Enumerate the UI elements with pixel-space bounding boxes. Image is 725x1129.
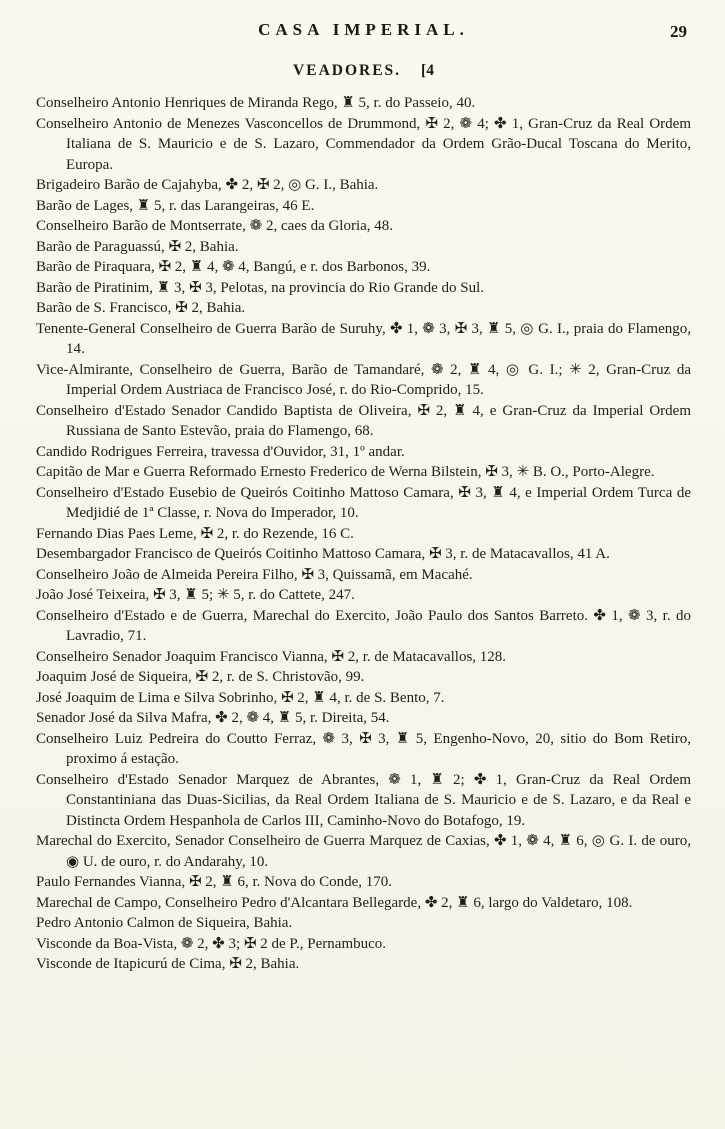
entry: Paulo Fernandes Vianna, ✠ 2, ♜ 6, r. Nova do Conde, 170. xyxy=(36,874,393,890)
entry: Barão de Lages, ♜ 5, r. das Larangeiras, 46 E. xyxy=(36,197,315,214)
page-number: 29 xyxy=(670,22,687,41)
entry: José Joaquim de Lima e Silva Sobrinho, ✠ 2, ♜ 4, r. de S. Bento, 7. xyxy=(36,689,445,706)
entry: Barão de S. Francisco, ✠ 2, Bahia. xyxy=(36,300,246,316)
entry: Tenente-General Conselheiro de Guerra Barão de Suruhy, ✤ 1, ❁ 3, ✠ 3, ♜ 5, ◎ G. I., praia do Flamengo, 14. xyxy=(36,320,691,357)
entry: Brigadeiro Barão de Cajahyba, ✤ 2, ✠ 2, ◎ G. I., Bahia. xyxy=(36,177,379,193)
entry: Barão de Piratinim, ♜ 3, ✠ 3, Pelotas, na provincia do Rio Grande do Sul. xyxy=(36,279,485,296)
entry: Conselheiro d'Estado e de Guerra, Marechal do Exercito, João Paulo dos Santos Barreto. ✤ 1, ❁ 3, r. do Lavradio, 71. xyxy=(36,607,691,644)
entry: Conselheiro Antonio Henriques de Miranda Rego, ♜ 5, r. do Passeio, 40. xyxy=(36,95,476,111)
section-title: VEADORES. xyxy=(293,62,402,79)
running-head xyxy=(36,20,691,46)
entry: Conselheiro Senador Joaquim Francisco Vianna, ✠ 2, r. de Matacavallos, 128. xyxy=(36,648,507,665)
entry: Pedro Antonio Calmon de Siqueira, Bahia. xyxy=(36,915,293,931)
entry: Senador José da Silva Mafra, ✤ 2, ❁ 4, ♜ 5, r. Direita, 54. xyxy=(36,710,390,726)
entry: Conselheiro João de Almeida Pereira Filho, ✠ 3, Quissamã, em Macahé. xyxy=(36,566,473,583)
entry: Conselheiro Luiz Pedreira do Coutto Ferraz, ❁ 3, ✠ 3, ♜ 5, Engenho-Novo, 20, sitio do Bom Retiro, proximo á estação. xyxy=(36,730,691,767)
entry: Conselheiro Antonio de Menezes Vasconcellos de Drummond, ✠ 2, ❁ 4; ✤ 1, Gran-Cruz da Real Ordem Italiana de S. Mauricio e de S. Lazaro, Commendador da Ordem Grão-Ducal Toscana do Merito, Europa. xyxy=(36,115,691,173)
entry: Joaquim José de Siqueira, ✠ 2, r. de S. Christovão, 99. xyxy=(36,669,365,685)
entry: Fernando Dias Paes Leme, ✠ 2, r. do Rezende, 16 C. xyxy=(36,525,354,542)
entry: Desembargador Francisco de Queirós Coitinho Mattoso Camara, ✠ 3, r. de Matacavallos, 41 A. xyxy=(36,546,610,562)
entry: Visconde de Itapicurú de Cima, ✠ 2, Bahia. xyxy=(36,956,300,972)
entry: Marechal do Exercito, Senador Conselheiro de Guerra Marquez de Caxias, ✤ 1, ❁ 4, ♜ 6, ◎ G. I. de ouro, ◉ U. de ouro, r. do Andarahy, 10. xyxy=(36,833,691,870)
entry: João José Teixeira, ✠ 3, ♜ 5; ✳ 5, r. do Cattete, 247. xyxy=(36,587,355,603)
running-header-title: CASA IMPERIAL. xyxy=(258,20,469,39)
entry: Barão de Paraguassú, ✠ 2, Bahia. xyxy=(36,238,239,255)
entry: Candido Rodrigues Ferreira, travessa d'Ouvidor, 31, 1º andar. xyxy=(36,443,405,460)
entries-list xyxy=(36,93,691,975)
entry: Capitão de Mar e Guerra Reformado Ernesto Frederico de Werna Bilstein, ✠ 3, ✳ B. O., Porto-Alegre. xyxy=(36,464,655,480)
entry: Conselheiro Barão de Montserrate, ❁ 2, caes da Gloria, 48. xyxy=(36,218,394,234)
entry: Vice-Almirante, Conselheiro de Guerra, Barão de Tamandaré, ❁ 2, ♜ 4, ◎ G. I.; ✳ 2, Gran-Cruz da Imperial Ordem Austriaca de Francisco José, r. do Rio-Comprido, 15. xyxy=(36,361,691,398)
entry: Marechal de Campo, Conselheiro Pedro d'Alcantara Bellegarde, ✤ 2, ♜ 6, largo do Valdetaro, 108. xyxy=(36,894,633,911)
signature-mark: [4 xyxy=(421,62,434,79)
entry: Conselheiro d'Estado Senador Marquez de Abrantes, ❁ 1, ♜ 2; ✤ 1, Gran-Cruz da Real Ordem Constantiniana das Duas-Sicilias, da Real Ordem Italiana de S. Mauricio e de S. Lazaro, e da Real e Distincta Ordem Hespanhola de Carlos III, Caminho-Novo do Botafogo, 19. xyxy=(36,771,691,829)
section-head xyxy=(36,62,691,80)
entry: Conselheiro d'Estado Eusebio de Queirós Coitinho Mattoso Camara, ✠ 3, ♜ 4, e Imperial Ordem Turca de Medjidié de 1ª Classe, r. Nova do Imperador, 10. xyxy=(36,484,691,521)
entry: Visconde da Boa-Vista, ❁ 2, ✤ 3; ✠ 2 de P., Pernambuco. xyxy=(36,935,387,952)
entry: Barão de Piraquara, ✠ 2, ♜ 4, ❁ 4, Bangú, e r. dos Barbonos, 39. xyxy=(36,259,431,275)
entry: Conselheiro d'Estado Senador Candido Baptista de Oliveira, ✠ 2, ♜ 4, e Gran-Cruz da Imperial Ordem Russiana de Santo Estevão, praia do Flamengo, 68. xyxy=(36,402,691,439)
